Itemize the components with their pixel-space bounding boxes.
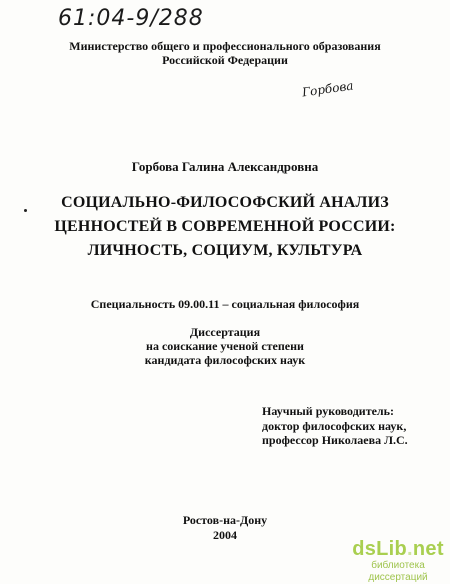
adviser-degree: доктор философских наук,: [262, 418, 407, 433]
title-line-3: ЛИЧНОСТЬ, СОЦИУМ, КУЛЬТУРА: [87, 242, 363, 259]
ministry-header: [0, 39, 450, 67]
city: Ростов-на-Дону: [182, 513, 268, 527]
handwritten-catalog-number: 61:04-9/288: [58, 6, 204, 31]
title-line-2: ЦЕННОСТЕЙ В СОВРЕМЕННОЙ РОССИИ:: [54, 218, 396, 235]
handwritten-signature: Горбова: [301, 78, 355, 100]
ministry-line-1: Министерство общего и профессионального образования: [69, 39, 381, 53]
year: 2004: [213, 528, 237, 542]
dissertation-title: [0, 191, 450, 263]
dissertation-degree: [0, 325, 450, 367]
logo-main: dsLib: [352, 538, 408, 560]
adviser-label: Научный руководитель:: [262, 404, 394, 418]
logo-dot: .: [407, 538, 413, 560]
scientific-adviser: [262, 404, 408, 448]
title-line-1: СОЦИАЛЬНО-ФИЛОСОФСКИЙ АНАЛИЗ: [61, 194, 389, 211]
dslib-logo: [352, 538, 444, 560]
dslib-watermark[interactable]: [352, 538, 444, 584]
degree-line-1: Диссертация: [189, 325, 261, 339]
degree-line-2: на соискание ученой степени: [146, 339, 304, 353]
specialty: Специальность 09.00.11 – социальная философия: [90, 297, 360, 311]
author-name: Горбова Галина Александровна: [131, 159, 319, 174]
watermark-subtitle: библиотека диссертаций: [368, 560, 428, 583]
degree-line-3: кандидата философских наук: [144, 353, 306, 367]
adviser-name: профессор Николаева Л.С.: [262, 433, 408, 447]
ministry-line-2: Российской Федерации: [162, 53, 288, 67]
logo-tld: net: [412, 538, 444, 560]
